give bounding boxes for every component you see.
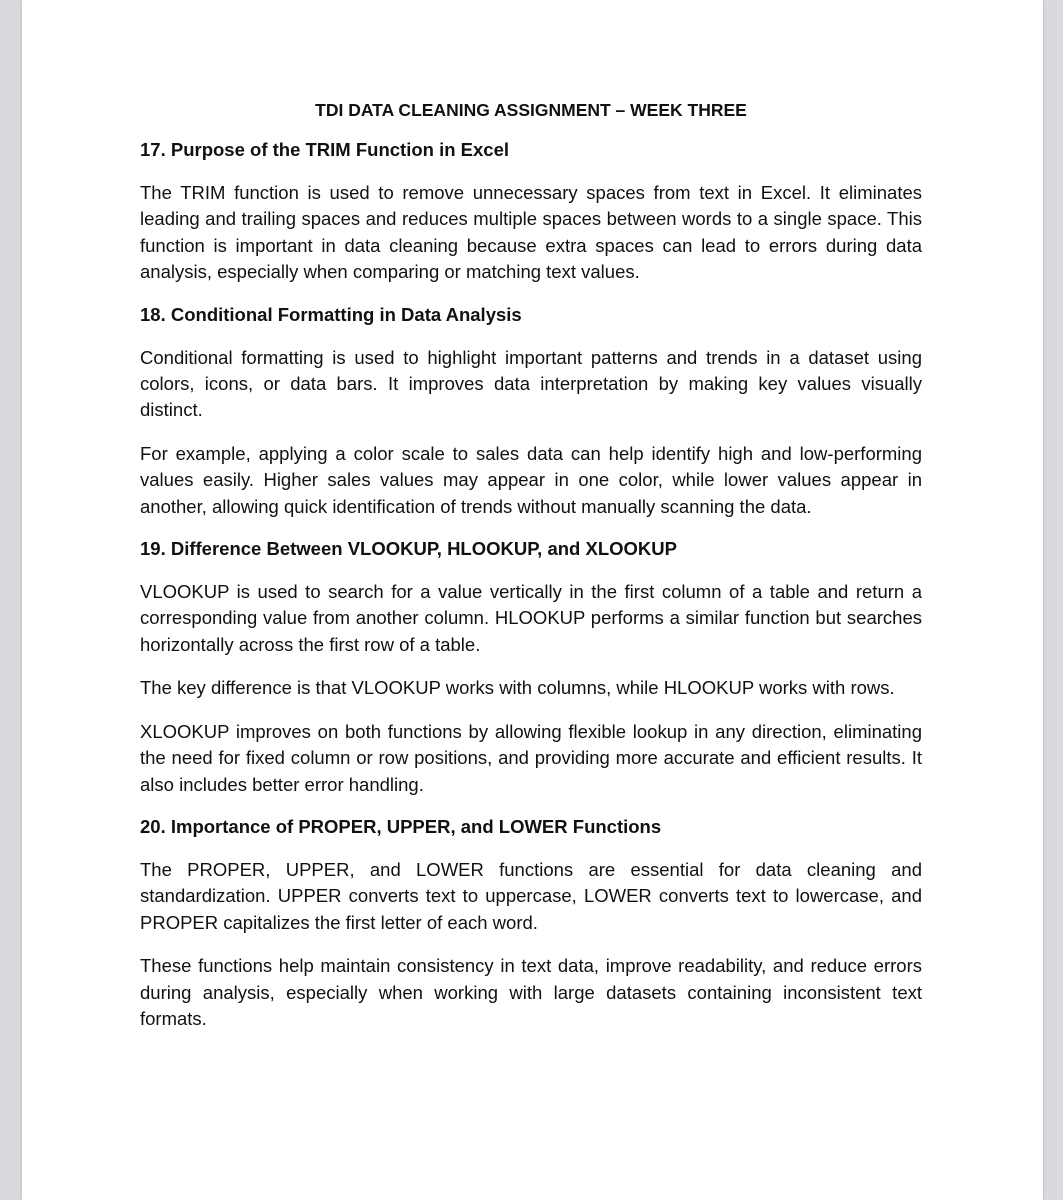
section-20-text-case-functions bbox=[140, 815, 922, 1032]
paragraph: Conditional formatting is used to highlight important patterns and trends in a dataset using colors, icons, or data bars. It improves data interpretation by making key values visually distinct. bbox=[140, 346, 922, 421]
section-18-conditional-formatting bbox=[140, 303, 922, 520]
document-title: TDI DATA CLEANING ASSIGNMENT – WEEK THREE bbox=[315, 100, 747, 120]
paragraph: These functions help maintain consistency in text data, improve readability, and reduce errors during analysis, especially when working with large datasets containing inconsistent text formats. bbox=[140, 955, 922, 1029]
paragraph: For example, applying a color scale to sales data can help identify high and low-performing values easily. Higher sales values may appear in one color, while lower values appear in another, allowing quick identification of trends without manually scanning the data. bbox=[140, 442, 922, 517]
section-heading: 19. Difference Between VLOOKUP, HLOOKUP, and XLOOKUP bbox=[140, 538, 677, 560]
document-page bbox=[22, 0, 1043, 1200]
paragraph: The key difference is that VLOOKUP works with columns, while HLOOKUP works with rows. bbox=[140, 677, 895, 699]
paragraph: The PROPER, UPPER, and LOWER functions are essential for data cleaning and standardization. UPPER converts text to uppercase, LOWER converts text to lowercase, and PROPER capitalizes the first letter of each word. bbox=[140, 858, 922, 933]
section-19-lookup-functions bbox=[140, 537, 922, 798]
document-content bbox=[140, 99, 922, 1049]
section-17-trim bbox=[140, 138, 922, 286]
section-heading: 20. Importance of PROPER, UPPER, and LOWER Functions bbox=[140, 815, 662, 837]
section-heading: 18. Conditional Formatting in Data Analysis bbox=[140, 303, 522, 325]
paragraph: XLOOKUP improves on both functions by allowing flexible lookup in any direction, eliminating the need for fixed column or row positions, and providing more accurate and efficient results. It also includes better error handling. bbox=[140, 720, 922, 795]
paragraph: VLOOKUP is used to search for a value vertically in the first column of a table and return a corresponding value from another column. HLOOKUP performs a similar function but searches horizontally across the first row of a table. bbox=[140, 581, 922, 655]
section-heading: 17. Purpose of the TRIM Function in Excel bbox=[140, 139, 510, 160]
paragraph: The TRIM function is used to remove unnecessary spaces from text in Excel. It eliminates leading and trailing spaces and reduces multiple spaces between words to a single space. This function is important in data cleaning because extra spaces can lead to errors during data analysis, especially when comparing or matching text values. bbox=[140, 182, 922, 283]
